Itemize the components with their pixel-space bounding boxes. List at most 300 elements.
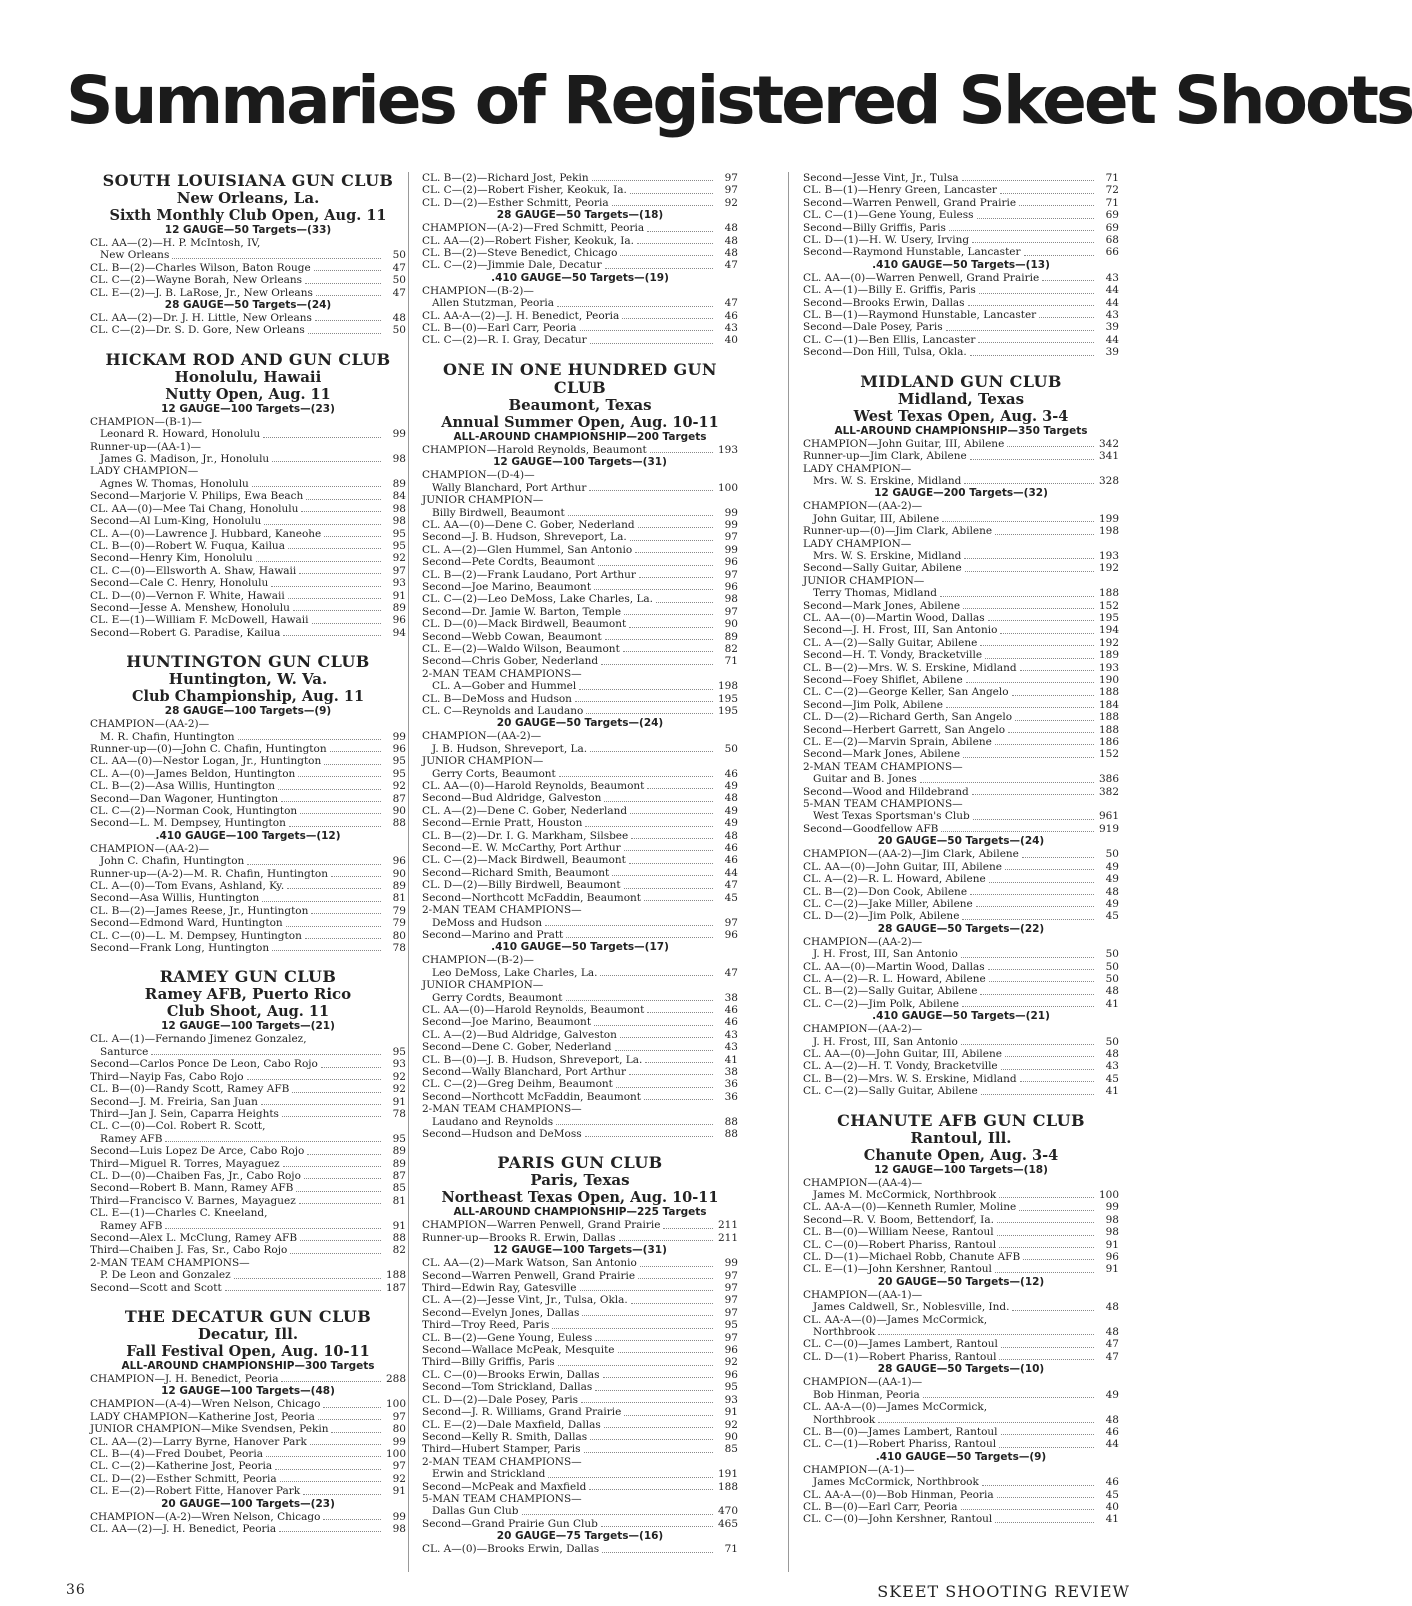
result-row xyxy=(422,618,738,630)
club-location: Huntington, W. Va. xyxy=(168,670,328,689)
shooter-entry: Allen Stutzman, Peoria xyxy=(432,297,554,310)
result-row xyxy=(803,961,1119,973)
shooter-entry: CL. AA—(0)—Warren Penwell, Grand Prairie xyxy=(803,271,1040,284)
shooter-entry: Runner-up—(0)—John C. Chafin, Huntington xyxy=(90,742,327,755)
result-row xyxy=(90,614,406,626)
leader-dots xyxy=(1001,1060,1094,1069)
shooter-entry: CHAMPION—Harold Reynolds, Beaumont xyxy=(422,443,647,456)
result-row xyxy=(422,643,738,655)
score: 99 xyxy=(724,543,738,556)
result-row xyxy=(803,1376,1119,1388)
score: 92 xyxy=(724,196,738,209)
result-row xyxy=(422,469,738,481)
result-row xyxy=(90,237,406,249)
result-row xyxy=(422,569,738,581)
magazine-name: SKEET SHOOTING REVIEW xyxy=(877,1582,1130,1601)
leader-dots xyxy=(323,1398,381,1407)
shooter-entry: CL. E—(2)—Waldo Wilson, Beaumont xyxy=(422,642,620,655)
result-row xyxy=(90,805,406,817)
leader-dots xyxy=(324,755,381,764)
leader-dots xyxy=(264,515,381,524)
result-row xyxy=(422,879,738,891)
score: 92 xyxy=(392,780,406,793)
result-row xyxy=(90,780,406,792)
score: 88 xyxy=(392,817,406,830)
leader-dots xyxy=(262,892,381,901)
club-name: CHANUTE AFB GUN CLUB xyxy=(837,1110,1085,1130)
score: 97 xyxy=(724,568,738,581)
shooter-entry: CHAMPION—(AA-2)— xyxy=(90,842,210,855)
score: 82 xyxy=(724,642,738,655)
leader-dots xyxy=(995,736,1094,745)
score: 95 xyxy=(392,539,406,552)
shooter-entry: Second—Robert G. Paradise, Kailua xyxy=(90,626,281,639)
result-row xyxy=(803,898,1119,910)
shooter-entry: Second—Richard Smith, Beaumont xyxy=(422,866,610,879)
result-row xyxy=(422,842,738,854)
score: 82 xyxy=(392,1244,406,1257)
score: 97 xyxy=(724,531,738,544)
result-row xyxy=(422,1543,738,1555)
shooter-entry: CL. C—(2)—Jim Polk, Abilene xyxy=(803,997,960,1010)
score: 199 xyxy=(1098,512,1119,525)
result-row xyxy=(90,262,406,274)
leader-dots xyxy=(962,172,1094,181)
leader-dots xyxy=(978,334,1094,343)
shooter-entry: CL. A—(0)—Brooks Erwin, Dallas xyxy=(422,1543,600,1556)
shooter-entry: CHAMPION—(B-2)— xyxy=(422,284,534,297)
score: 88 xyxy=(392,1231,406,1244)
leader-dots xyxy=(624,842,713,851)
shooter-entry: CL. C—(0)—Robert Phariss, Rantoul xyxy=(803,1238,997,1251)
shooter-entry: Second—Jim Polk, Abilene xyxy=(803,698,944,711)
result-row xyxy=(422,494,738,506)
shooter-entry: CL. D—(2)—Esther Schmitt, Peoria xyxy=(422,196,609,209)
shooter-entry: CL. E—(1)—John Kershner, Rantoul xyxy=(803,1263,992,1276)
result-row xyxy=(422,1369,738,1381)
shooter-entry: Northbrook xyxy=(813,1413,876,1426)
gauge-heading: .410 GAUGE—50 Targets—(17) xyxy=(491,941,669,954)
result-row xyxy=(803,1036,1119,1048)
shooter-entry: JUNIOR CHAMPION— xyxy=(422,755,544,768)
shooter-entry: CL. A—(2)—Jesse Vint, Jr., Tulsa, Okla. xyxy=(422,1294,628,1307)
score: 188 xyxy=(1098,711,1119,724)
shooter-entry: Northbrook xyxy=(813,1326,876,1339)
leader-dots xyxy=(308,324,381,333)
score: 100 xyxy=(385,1398,406,1411)
score: 43 xyxy=(724,1028,738,1041)
leader-dots xyxy=(923,1389,1094,1398)
result-row xyxy=(422,992,738,1004)
shooter-entry: CL. D—(0)—Chaiben Fas, Jr., Cabo Rojo xyxy=(90,1169,301,1182)
shooter-entry: CL. B—(2)—Mrs. W. S. Erskine, Midland xyxy=(803,661,1017,674)
result-row xyxy=(90,1108,406,1120)
score: 46 xyxy=(724,842,738,855)
score: 48 xyxy=(1105,1413,1119,1426)
score: 40 xyxy=(1105,1500,1119,1513)
shooter-entry: Second—J. R. Williams, Grand Prairie xyxy=(422,1406,622,1419)
result-row xyxy=(90,1195,406,1207)
leader-dots xyxy=(612,197,713,206)
result-row xyxy=(90,1511,406,1523)
leader-dots xyxy=(601,1518,713,1527)
score: 50 xyxy=(1105,960,1119,973)
shooter-entry: Bob Hinman, Peoria xyxy=(813,1388,920,1401)
leader-dots xyxy=(312,614,382,623)
score: 87 xyxy=(392,1169,406,1182)
score: 91 xyxy=(392,1485,406,1498)
shooter-entry: CL. A—(2)—R. L. Howard, Abilene xyxy=(803,873,986,886)
leader-dots xyxy=(548,1468,713,1477)
shooter-entry: CL. C—(0)—James Lambert, Rantoul xyxy=(803,1338,998,1351)
shooter-entry: Second—Al Lum-King, Honolulu xyxy=(90,515,262,528)
leader-dots xyxy=(1007,438,1094,447)
score: 36 xyxy=(724,1078,738,1091)
result-row xyxy=(90,577,406,589)
leader-dots xyxy=(238,731,381,740)
shooter-entry: CL. B—(0)—J. B. Hudson, Shreveport, La. xyxy=(422,1053,643,1066)
shooter-entry: CL. C—(1)—Ben Ellis, Lancaster xyxy=(803,333,976,346)
result-row xyxy=(422,544,738,556)
result-row xyxy=(90,1257,406,1269)
result-row xyxy=(803,246,1119,258)
result-row xyxy=(422,830,738,842)
shooter-entry: CL. C—(2)—R. I. Gray, Decatur xyxy=(422,334,587,347)
leader-dots xyxy=(299,565,381,574)
shooter-entry: Second—E. W. McCarthy, Port Arthur xyxy=(422,842,621,855)
result-row xyxy=(90,1282,406,1294)
result-row xyxy=(803,513,1119,525)
result-row xyxy=(803,1189,1119,1201)
leader-dots xyxy=(1019,197,1094,206)
result-row xyxy=(803,1513,1119,1525)
shooter-entry: CL. C—(2)—Sally Guitar, Abilene xyxy=(803,1085,978,1098)
score: 48 xyxy=(1105,885,1119,898)
score: 288 xyxy=(385,1373,406,1385)
leader-dots xyxy=(638,1270,713,1279)
leader-dots xyxy=(575,693,713,702)
shooter-entry: Runner-up—Jim Clark, Abilene xyxy=(803,450,967,463)
result-row xyxy=(90,1460,406,1472)
result-row xyxy=(90,627,406,639)
gauge-heading: .410 GAUGE—50 Targets—(19) xyxy=(491,271,669,284)
result-row xyxy=(803,321,1119,333)
score: 198 xyxy=(1098,525,1119,538)
score: 188 xyxy=(1098,686,1119,699)
leader-dots xyxy=(602,1543,713,1552)
result-row xyxy=(90,1220,406,1232)
leader-dots xyxy=(581,1394,713,1403)
result-row xyxy=(803,475,1119,487)
score: 92 xyxy=(724,1356,738,1369)
score: 188 xyxy=(1098,587,1119,600)
shooter-entry: Second—Jesse Vint, Jr., Tulsa xyxy=(803,172,959,184)
leader-dots xyxy=(620,247,713,256)
result-row xyxy=(803,1226,1119,1238)
shooter-entry: CL. B—(2)—Steve Benedict, Chicago xyxy=(422,247,618,260)
result-row xyxy=(803,936,1119,948)
result-row xyxy=(90,552,406,564)
result-row xyxy=(803,550,1119,562)
shooter-entry: Second—Grand Prairie Gun Club xyxy=(422,1517,598,1530)
leader-dots xyxy=(650,444,713,453)
shooter-entry: CL. C—(2)—Robert Fisher, Keokuk, Ia. xyxy=(422,184,627,197)
result-row xyxy=(90,1046,406,1058)
shooter-entry: Second—Edmond Ward, Huntington xyxy=(90,917,283,930)
shooter-entry: 5-MAN TEAM CHAMPIONS— xyxy=(803,798,963,811)
leader-dots xyxy=(612,867,713,876)
shooter-entry: M. R. Chafin, Huntington xyxy=(100,730,235,743)
score: 96 xyxy=(724,1368,738,1381)
leader-dots xyxy=(307,1145,381,1154)
score: 80 xyxy=(392,1423,406,1436)
score: 89 xyxy=(392,880,406,893)
result-row xyxy=(803,1438,1119,1450)
leader-dots xyxy=(1000,624,1094,633)
leader-dots xyxy=(629,854,713,863)
score: 50 xyxy=(1105,948,1119,961)
result-row xyxy=(90,1523,406,1535)
shooter-entry: Leo DeMoss, Lake Charles, La. xyxy=(432,966,598,979)
score: 40 xyxy=(724,334,738,347)
result-row xyxy=(803,649,1119,661)
score: 189 xyxy=(1098,649,1119,662)
leader-dots xyxy=(281,1373,381,1382)
result-row xyxy=(90,1033,406,1045)
score: 50 xyxy=(392,274,406,287)
leader-dots xyxy=(261,1096,381,1105)
score: 43 xyxy=(1105,271,1119,284)
shooter-entry: CL. D—(2)—Esther Schmitt, Peoria xyxy=(90,1472,277,1485)
result-row xyxy=(422,1394,738,1406)
result-row xyxy=(90,843,406,855)
result-row xyxy=(803,724,1119,736)
score: 78 xyxy=(392,942,406,955)
result-row xyxy=(90,892,406,904)
result-row xyxy=(90,868,406,880)
score: 97 xyxy=(392,1460,406,1473)
leader-dots xyxy=(989,873,1094,882)
score: 93 xyxy=(392,577,406,590)
score: 50 xyxy=(724,742,738,755)
leader-dots xyxy=(292,1083,381,1092)
leader-dots xyxy=(878,1414,1094,1423)
leader-dots xyxy=(968,297,1094,306)
leader-dots xyxy=(878,1326,1094,1335)
score: 81 xyxy=(392,892,406,905)
result-row xyxy=(803,197,1119,209)
leader-dots xyxy=(305,930,381,939)
shooter-entry: Third—Miguel R. Torres, Mayaguez xyxy=(90,1157,280,1170)
shooter-entry: CL. AA—(0)—Mee Tai Chang, Honolulu xyxy=(90,502,299,515)
result-row xyxy=(803,334,1119,346)
leader-dots xyxy=(272,453,381,462)
shooter-entry: DeMoss and Hudson xyxy=(432,916,543,929)
score: 69 xyxy=(1105,221,1119,234)
gauge-heading: 20 GAUGE—50 Targets—(12) xyxy=(877,1275,1045,1288)
result-row xyxy=(803,748,1119,760)
leader-dots xyxy=(623,643,713,652)
leader-dots xyxy=(318,1411,381,1420)
result-row xyxy=(422,1505,738,1517)
shooter-entry: CL. AA—(0)—Dene C. Gober, Nederland xyxy=(422,518,635,531)
leader-dots xyxy=(592,172,713,181)
result-row xyxy=(803,773,1119,785)
score: 36 xyxy=(724,1090,738,1103)
leader-dots xyxy=(946,321,1094,330)
result-row xyxy=(422,1054,738,1066)
score: 90 xyxy=(724,1430,738,1443)
leader-dots xyxy=(225,1282,381,1291)
leader-dots xyxy=(590,1431,713,1440)
result-row xyxy=(422,1319,738,1331)
score: 193 xyxy=(1098,661,1119,674)
result-row xyxy=(422,954,738,966)
event-name: Club Championship, Aug. 11 xyxy=(131,688,365,706)
column-2 xyxy=(422,172,738,1556)
shooter-entry: Second—Evelyn Jones, Dallas xyxy=(422,1306,580,1319)
leader-dots xyxy=(977,209,1094,218)
leader-dots xyxy=(324,528,381,537)
shooter-entry: CL. C—(2)—Dr. S. D. Gore, New Orleans xyxy=(90,324,305,337)
result-row xyxy=(90,602,406,614)
leader-dots xyxy=(595,1332,713,1341)
result-row xyxy=(422,606,738,618)
result-row xyxy=(803,848,1119,860)
shooter-entry: CL. B—(0)—Earl Carr, Peoria xyxy=(803,1500,958,1513)
shooter-entry: CL. B—(0)—Earl Carr, Peoria xyxy=(422,322,577,335)
result-row xyxy=(803,861,1119,873)
shooter-entry: CL. E—(2)—Marvin Sprain, Abilene xyxy=(803,736,992,749)
leader-dots xyxy=(1019,1201,1094,1210)
score: 38 xyxy=(724,991,738,1004)
score: 85 xyxy=(392,1182,406,1195)
score: 198 xyxy=(717,680,738,693)
score: 44 xyxy=(1105,284,1119,297)
result-row xyxy=(422,1419,738,1431)
result-row xyxy=(422,593,738,605)
result-row xyxy=(422,197,738,209)
score: 47 xyxy=(724,879,738,892)
shooter-entry: CL. C—(0)—John Kershner, Rantoul xyxy=(803,1513,993,1526)
leader-dots xyxy=(263,428,381,437)
result-row xyxy=(422,805,738,817)
score: 50 xyxy=(1105,972,1119,985)
result-row xyxy=(422,310,738,322)
score: 188 xyxy=(385,1269,406,1282)
result-row xyxy=(422,1128,738,1140)
shooter-entry: Gerry Corts, Beaumont xyxy=(432,767,556,780)
score: 44 xyxy=(1105,1438,1119,1451)
leader-dots xyxy=(590,334,713,343)
shooter-entry: Second—Don Hill, Tulsa, Okla. xyxy=(803,346,967,359)
score: 100 xyxy=(385,1448,406,1461)
score: 188 xyxy=(1098,723,1119,736)
result-row xyxy=(803,538,1119,550)
score: 47 xyxy=(724,259,738,272)
shooter-entry: Second—McPeak and Maxfield xyxy=(422,1480,587,1493)
result-row xyxy=(90,540,406,552)
leader-dots xyxy=(999,1438,1094,1447)
result-row xyxy=(90,1170,406,1182)
result-row xyxy=(803,1338,1119,1350)
shooter-entry: Billy Birdwell, Beaumont xyxy=(432,506,565,519)
result-row xyxy=(803,674,1119,686)
shooter-entry: Third—Jan J. Sein, Caparra Heights xyxy=(90,1107,279,1120)
score: 47 xyxy=(724,966,738,979)
shooter-entry: CL. AA—(0)—Martin Wood, Dallas xyxy=(803,960,985,973)
score: 71 xyxy=(724,1543,738,1556)
result-row xyxy=(422,581,738,593)
shooter-entry: CL. B—(0)—Robert W. Fuqua, Kailua xyxy=(90,539,285,552)
leader-dots xyxy=(566,992,713,1001)
leader-dots xyxy=(151,1046,381,1055)
leader-dots xyxy=(559,768,713,777)
result-row xyxy=(422,172,738,184)
leader-dots xyxy=(970,450,1094,459)
shooter-entry: CL. A—(2)—Bud Aldridge, Galveston xyxy=(422,1028,617,1041)
shooter-entry: Second—Pete Cordts, Beaumont xyxy=(422,556,595,569)
result-row xyxy=(90,880,406,892)
shooter-entry: Second—Warren Penwell, Grand Prairie xyxy=(422,1269,636,1282)
leader-dots xyxy=(311,905,381,914)
score: 91 xyxy=(392,1219,406,1232)
result-row xyxy=(803,1289,1119,1301)
shooter-entry: Second—Wallace McPeak, Mesquite xyxy=(422,1344,615,1357)
leader-dots xyxy=(961,948,1094,957)
result-row xyxy=(422,334,738,346)
gauge-heading: 12 GAUGE—100 Targets—(18) xyxy=(874,1163,1048,1176)
shooter-entry: Erwin and Strickland xyxy=(432,1468,546,1481)
column-3 xyxy=(803,172,1119,1526)
club-location: Ramey AFB, Puerto Rico xyxy=(144,985,352,1004)
score: 80 xyxy=(392,929,406,942)
result-row xyxy=(422,817,738,829)
leader-dots xyxy=(589,482,713,491)
shooter-entry: CL. AA—(2)—Robert Fisher, Keokuk, Ia. xyxy=(422,234,635,247)
score: 191 xyxy=(717,1468,738,1481)
club-location: Honolulu, Hawaii xyxy=(174,367,322,386)
shooter-entry: CL. D—(1)—Michael Robb, Chanute AFB xyxy=(803,1251,1021,1264)
leader-dots xyxy=(288,540,381,549)
leader-dots xyxy=(558,1356,713,1365)
shooter-entry: Second—Northcott McFaddin, Beaumont xyxy=(422,1090,641,1103)
result-row xyxy=(422,556,738,568)
result-row xyxy=(90,1423,406,1435)
shooter-entry: CL. D—(2)—Dale Posey, Paris xyxy=(422,1393,578,1406)
shooter-entry: CL. A—(2)—Sally Guitar, Abilene xyxy=(803,636,978,649)
leader-dots xyxy=(585,1128,713,1137)
leader-dots xyxy=(980,985,1094,994)
leader-dots xyxy=(301,503,381,512)
result-row xyxy=(422,259,738,271)
shooter-entry: CL. B—(2)—Gene Young, Euless xyxy=(422,1331,593,1344)
score: 43 xyxy=(724,322,738,335)
result-row xyxy=(803,786,1119,798)
shooter-entry: Runner-up—(0)—Jim Clark, Abilene xyxy=(803,525,993,538)
gauge-heading: ALL-AROUND CHAMPIONSHIP—200 Targets xyxy=(453,430,707,443)
shooter-entry: Mrs. W. S. Erskine, Midland xyxy=(813,549,962,562)
score: 186 xyxy=(1098,736,1119,749)
score: 95 xyxy=(392,1132,406,1145)
club-name: HICKAM ROD AND GUN CLUB xyxy=(105,349,391,369)
result-row xyxy=(422,1356,738,1368)
shooter-entry: JUNIOR CHAMPION—Mike Svendsen, Pekin xyxy=(90,1423,329,1436)
leader-dots xyxy=(964,475,1094,484)
score: 49 xyxy=(724,804,738,817)
result-row xyxy=(803,1239,1119,1251)
shooter-entry: J. H. Frost, III, San Antonio xyxy=(813,948,958,961)
